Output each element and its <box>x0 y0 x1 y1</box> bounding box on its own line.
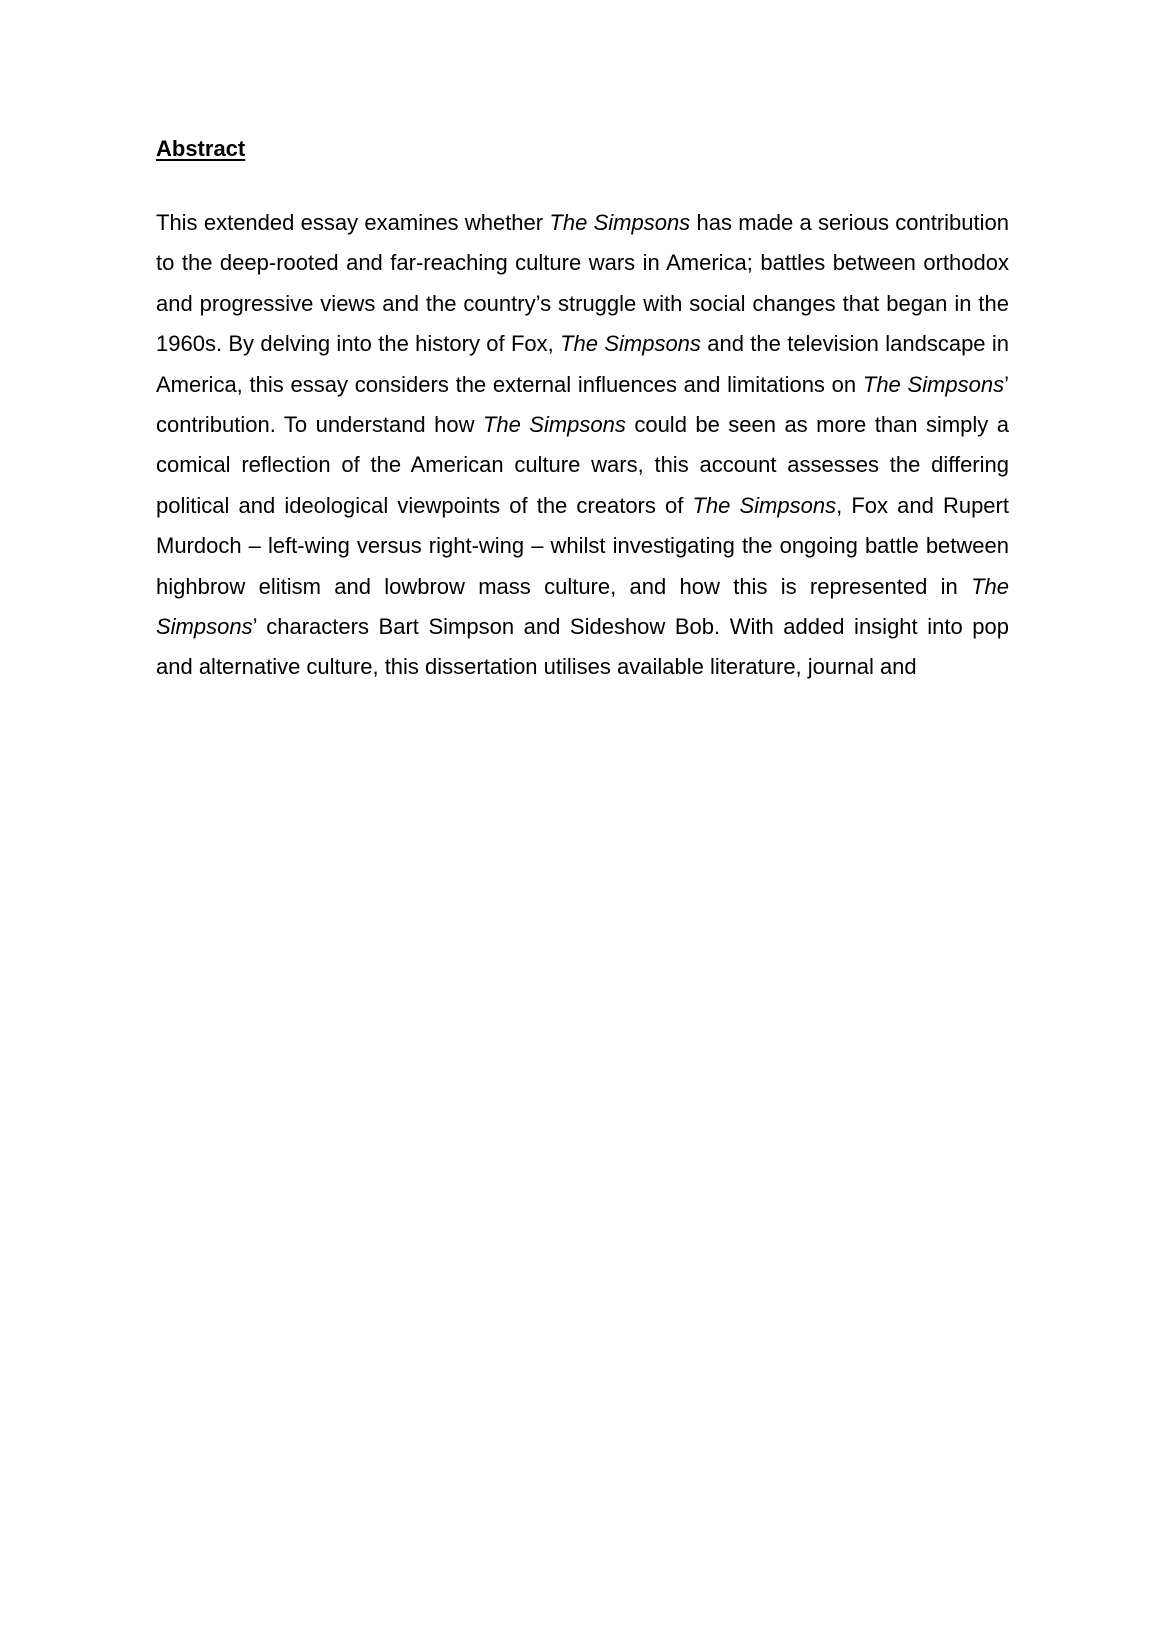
italic-title: The Simpsons <box>156 573 1009 640</box>
text-segment: ’ contribution. To understand how <box>156 371 1009 438</box>
abstract-heading: Abstract <box>156 136 246 161</box>
italic-title: The Simpsons <box>482 412 626 438</box>
text-segment: This extended essay examines whether <box>156 210 550 235</box>
italic-title: The Simpsons <box>692 492 837 518</box>
text-segment: and the television landscape in America, this essay considers the external influences and limitations on <box>156 331 1009 397</box>
text-segment: ’ characters Bart Simpson and Sideshow Bob. With added insight into pop and alternative culture, this dissertation utilises available literature, journal and <box>156 614 1009 680</box>
abstract-paragraph <box>156 203 1009 705</box>
italic-title: The Simpsons <box>862 371 1005 397</box>
italic-title: The Simpsons <box>560 331 701 357</box>
italic-title: The Simpsons <box>549 210 691 235</box>
text-segment: , Fox and Rupert Murdoch – left-wing versus right-wing – whilst investigating the ongoing battle between highbrow elitism and lowbrow mass culture, and how this is represented in <box>156 492 1009 599</box>
text-segment: has made a serious contribution to the deep-rooted and far-reaching culture wars in America; battles between orthodox and progressive views and the country’s struggle with social changes that began in the 1960s. By delving into the history of Fox, <box>156 210 1009 357</box>
text-segment: could be seen as more than simply a comical reflection of the American culture wars, this account assesses the differing political and ideological viewpoints of the creators of <box>156 412 1009 518</box>
